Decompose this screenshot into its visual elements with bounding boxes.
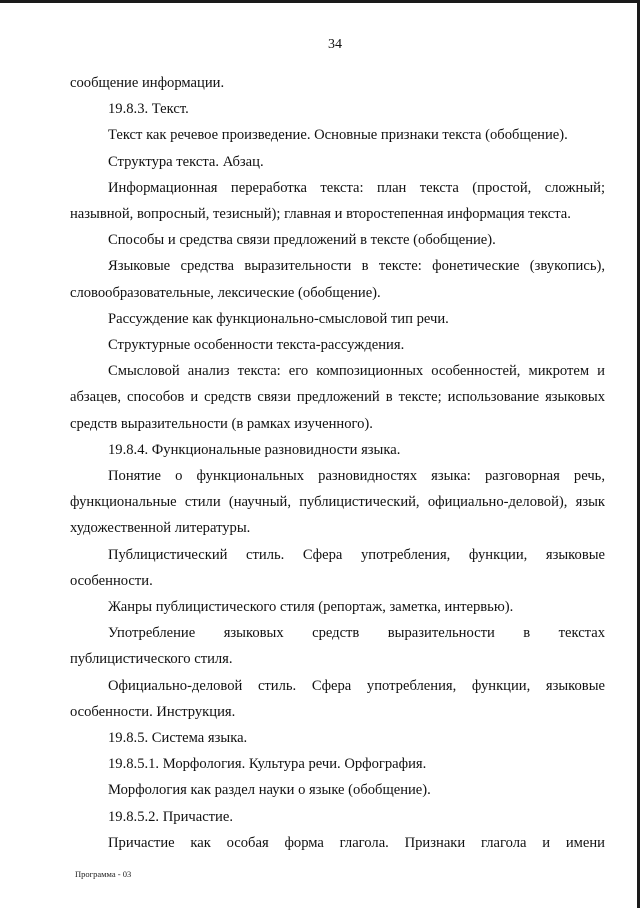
paragraph: 19.8.4. Функциональные разновидности языка.: [108, 441, 401, 458]
paragraph: Употребление языковых средств выразительности в текстах публицистического стиля.: [70, 625, 605, 668]
paragraph: Текст как речевое произведение. Основные признаки текста (обобщение).: [108, 127, 568, 144]
paragraph: Причастие как особая форма глагола. Признаки глагола и имени: [108, 834, 605, 851]
page-footer: Программа - 03: [75, 869, 132, 879]
paragraph: 19.8.3. Текст.: [108, 101, 189, 118]
document-body: [70, 70, 605, 856]
paragraph: Официально-деловой стиль. Сфера употребления, функции, языковые особенности. Инструкция.: [70, 677, 605, 720]
paragraph: Структурные особенности текста-рассуждения.: [108, 337, 405, 354]
page-number: 34: [328, 37, 342, 52]
paragraph: Морфология как раздел науки о языке (обобщение).: [108, 782, 431, 799]
paragraph: Структура текста. Абзац.: [108, 153, 264, 170]
paragraph: 19.8.5.1. Морфология. Культура речи. Орфография.: [108, 756, 427, 773]
paragraph: 19.8.5. Система языка.: [108, 730, 248, 747]
paragraph: Жанры публицистического стиля (репортаж, заметка, интервью).: [108, 599, 514, 616]
paragraph: Рассуждение как функционально-смысловой тип речи.: [108, 310, 449, 327]
paragraph: Информационная переработка текста: план текста (простой, сложный; назывной, вопросный, тезисный); главная и второстепенная информация текста.: [70, 179, 605, 223]
paragraph: Смысловой анализ текста: его композиционных особенностей, микротем и абзацев, способов и средств связи предложений в тексте; использование языковых средств выразительности (в рамках изученного).: [70, 363, 605, 432]
paragraph: сообщение информации.: [70, 75, 225, 91]
paragraph: Публицистический стиль. Сфера употребления, функции, языковые особенности.: [70, 546, 605, 589]
paragraph: Понятие о функциональных разновидностях языка: разговорная речь, функциональные стили (научный, публицистический, официально-деловой), язык художественной литературы.: [70, 468, 605, 537]
paragraph: 19.8.5.2. Причастие.: [108, 808, 233, 825]
paragraph: Языковые средства выразительности в тексте: фонетические (звукопись), словообразовательные, лексические (обобщение).: [70, 258, 605, 301]
paragraph: Способы и средства связи предложений в тексте (обобщение).: [108, 232, 496, 249]
scan-edge-top: [0, 0, 640, 3]
